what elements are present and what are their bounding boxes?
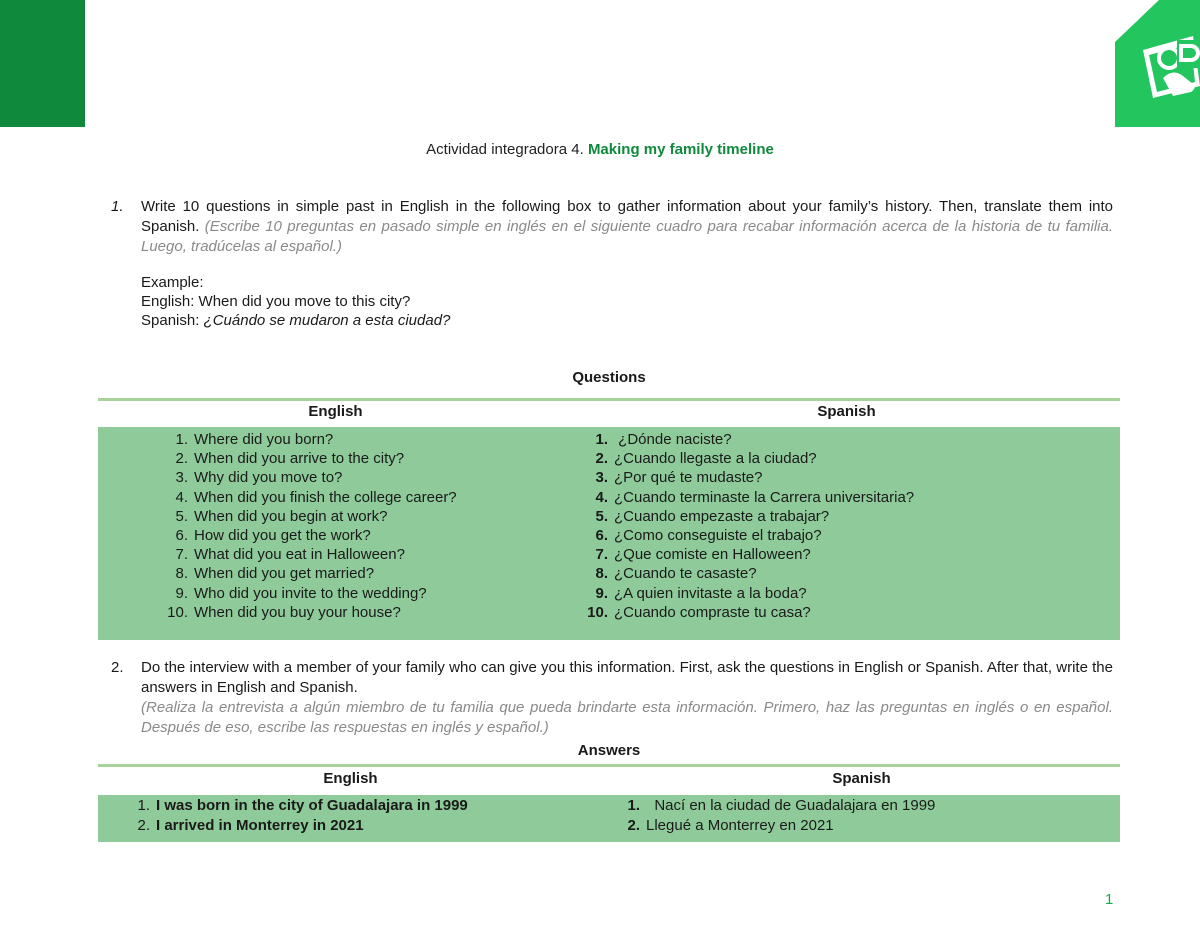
list-text: When did you arrive to the city? xyxy=(194,450,405,468)
question-row-english xyxy=(166,468,457,487)
question-row-spanish xyxy=(586,507,914,526)
list-text: ¿Por qué te mudaste? xyxy=(614,469,763,487)
answer-row-spanish xyxy=(618,796,935,816)
list-number: 2. xyxy=(175,450,188,468)
list-number: 3. xyxy=(595,469,608,487)
list-text: How did you get the work? xyxy=(194,527,371,545)
example-block xyxy=(141,273,450,330)
answers-col-spanish: Spanish xyxy=(832,770,891,787)
list-text: ¿Que comiste en Halloween? xyxy=(614,546,811,564)
list-number: 7. xyxy=(175,546,188,564)
list-text: ¿Cuando empezaste a trabajar? xyxy=(614,507,830,525)
list-text: ¿Cuando llegaste a la ciudad? xyxy=(614,450,817,468)
question-row-spanish xyxy=(586,545,914,564)
question-1-text: Write 10 questions in simple past in English in the following box to gather information about your family’s history. Then, translate them into Spanish. xyxy=(141,198,1113,235)
answers-table-header xyxy=(98,764,1120,794)
answers-english-list xyxy=(128,796,468,836)
question-row-english xyxy=(166,488,457,507)
page-number: 1 xyxy=(1105,891,1114,908)
list-number: 2. xyxy=(137,817,150,834)
list-text: What did you eat in Halloween? xyxy=(194,546,405,564)
question-row-spanish xyxy=(586,603,914,622)
list-number: 6. xyxy=(175,527,188,545)
list-number: 2. xyxy=(627,817,640,834)
list-text: ¿A quien invitaste a la boda? xyxy=(614,584,807,602)
list-number: 7. xyxy=(595,546,608,564)
questions-spanish-list xyxy=(586,430,914,622)
title-prefix: Actividad integradora 4. xyxy=(426,141,584,158)
list-number: 1. xyxy=(137,797,150,814)
list-text: ¿Cuando terminaste la Carrera universitaria? xyxy=(614,488,915,506)
list-text: ¿Como conseguiste el trabajo? xyxy=(614,527,822,545)
page-title xyxy=(0,141,1200,158)
question-row-english xyxy=(166,603,457,622)
list-number: 10. xyxy=(587,603,608,621)
example-spanish-text: ¿Cuándo se mudaron a esta ciudad? xyxy=(203,312,451,329)
questions-english-list xyxy=(166,430,457,622)
list-text: When did you get married? xyxy=(194,565,375,583)
list-number: 1. xyxy=(175,431,188,448)
answers-col-english: English xyxy=(323,770,378,787)
questions-col-spanish: Spanish xyxy=(817,403,876,420)
question-row-spanish xyxy=(586,430,914,449)
answers-spanish-list xyxy=(618,796,935,836)
question-row-spanish xyxy=(586,449,914,468)
list-number: 5. xyxy=(595,507,608,525)
list-number: 4. xyxy=(175,488,188,506)
answers-title: Answers xyxy=(577,742,641,759)
example-label: Example: xyxy=(141,274,204,291)
answer-row-spanish xyxy=(618,816,935,836)
questions-col-english: English xyxy=(308,403,363,420)
list-number: 8. xyxy=(175,565,188,583)
list-number: 1. xyxy=(627,797,640,814)
list-number: 9. xyxy=(175,584,188,602)
question-2-number: 2. xyxy=(111,659,124,676)
list-text: ¿Dónde naciste? xyxy=(614,431,732,448)
question-row-spanish xyxy=(586,526,914,545)
example-english: English: When did you move to this city? xyxy=(141,293,411,310)
question-row-english xyxy=(166,507,457,526)
list-text: Who did you invite to the wedding? xyxy=(194,584,427,602)
question-row-english xyxy=(166,545,457,564)
list-number: 5. xyxy=(175,507,188,525)
question-row-english xyxy=(166,430,457,449)
list-text: Nací en la ciudad de Guadalajara en 1999 xyxy=(646,797,936,814)
question-1-number: 1. xyxy=(111,198,124,215)
list-text: Llegué a Monterrey en 2021 xyxy=(646,817,834,834)
answer-row-english xyxy=(128,796,468,816)
question-2-hint: (Realiza la entrevista a algún miembro de tu familia que pueda brindarte esta información. Primero, haz las preguntas en inglés o en español. Después de eso, escribe las respuestas en inglés y español.) xyxy=(141,699,1113,736)
list-text: I arrived in Monterrey in 2021 xyxy=(156,817,364,834)
list-number: 3. xyxy=(175,469,188,487)
list-text: When did you finish the college career? xyxy=(194,488,457,506)
question-2-text: Do the interview with a member of your family who can give you this information. First, ask the questions in English or Spanish. After that, write the answers in English and Spanish. xyxy=(141,659,1113,696)
question-row-spanish xyxy=(586,564,914,583)
question-row-english xyxy=(166,564,457,583)
list-text: ¿Cuando te casaste? xyxy=(614,565,757,583)
question-row-english xyxy=(166,449,457,468)
question-row-english xyxy=(166,584,457,603)
question-1 xyxy=(111,197,1113,257)
answer-row-english xyxy=(128,816,468,836)
list-number: 6. xyxy=(595,527,608,545)
questions-table-header xyxy=(98,398,1120,427)
list-text: When did you begin at work? xyxy=(194,507,388,525)
list-number: 1. xyxy=(595,431,608,448)
question-row-spanish xyxy=(586,584,914,603)
question-row-spanish xyxy=(586,468,914,487)
question-2 xyxy=(111,658,1113,738)
list-number: 8. xyxy=(595,565,608,583)
list-number: 4. xyxy=(595,488,608,506)
prepa-logo-icon xyxy=(1115,0,1200,127)
list-text: When did you buy your house? xyxy=(194,603,401,621)
list-number: 9. xyxy=(595,584,608,602)
questions-table-body xyxy=(98,427,1120,640)
header-green-block xyxy=(0,0,85,127)
question-1-hint: (Escribe 10 preguntas en pasado simple en inglés en el siguiente cuadro para recabar información acerca de la historia de tu familia. Luego, tradúcelas al español.) xyxy=(141,218,1113,255)
questions-title: Questions xyxy=(572,369,646,386)
list-text: ¿Cuando compraste tu casa? xyxy=(614,603,811,621)
list-text: I was born in the city of Guadalajara in 1999 xyxy=(156,797,468,814)
list-number: 10. xyxy=(167,603,188,621)
example-spanish xyxy=(141,311,450,330)
question-row-spanish xyxy=(586,488,914,507)
list-text: Why did you move to? xyxy=(194,469,343,487)
title-accent: Making my family timeline xyxy=(587,141,774,158)
list-number: 2. xyxy=(595,450,608,468)
example-spanish-label: Spanish: xyxy=(141,312,204,329)
answers-table-body xyxy=(98,795,1120,842)
question-row-english xyxy=(166,526,457,545)
list-text: Where did you born? xyxy=(194,431,334,448)
